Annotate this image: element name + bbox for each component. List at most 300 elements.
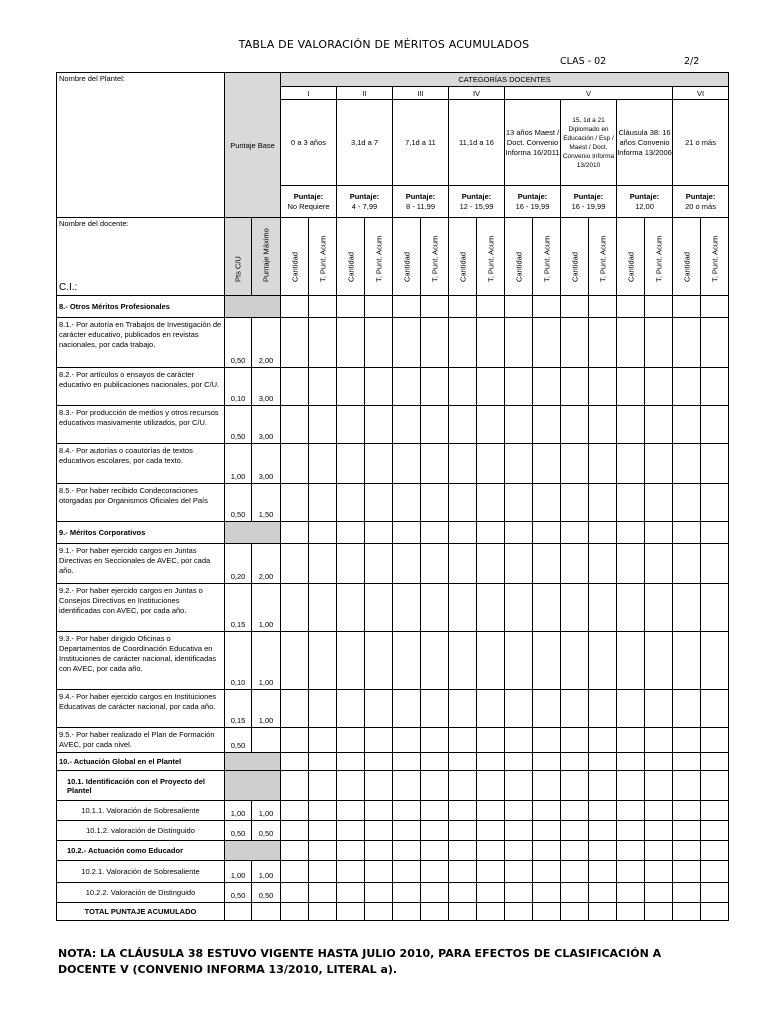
- score-cell[interactable]: [309, 821, 337, 841]
- score-cell[interactable]: [645, 522, 673, 544]
- score-cell[interactable]: [589, 690, 617, 728]
- score-cell[interactable]: [505, 690, 533, 728]
- score-cell[interactable]: [533, 544, 561, 584]
- score-cell[interactable]: [673, 368, 701, 406]
- score-cell[interactable]: [252, 903, 281, 921]
- score-cell[interactable]: [393, 861, 421, 883]
- score-cell[interactable]: [337, 484, 365, 522]
- score-cell[interactable]: [673, 318, 701, 368]
- score-cell[interactable]: [421, 801, 449, 821]
- score-cell[interactable]: [309, 584, 337, 632]
- score-cell[interactable]: [673, 861, 701, 883]
- score-cell[interactable]: [365, 753, 393, 771]
- score-cell[interactable]: [701, 444, 729, 484]
- score-cell[interactable]: [477, 444, 505, 484]
- score-cell[interactable]: [673, 801, 701, 821]
- score-cell[interactable]: [421, 406, 449, 444]
- score-cell[interactable]: [421, 444, 449, 484]
- score-cell[interactable]: [589, 318, 617, 368]
- score-cell[interactable]: [505, 484, 533, 522]
- score-cell[interactable]: [673, 444, 701, 484]
- score-cell[interactable]: [393, 841, 421, 861]
- score-cell[interactable]: [393, 690, 421, 728]
- score-cell[interactable]: [701, 801, 729, 821]
- score-cell[interactable]: [589, 584, 617, 632]
- score-cell[interactable]: [561, 841, 589, 861]
- score-cell[interactable]: [505, 632, 533, 690]
- score-cell[interactable]: [533, 771, 561, 801]
- score-cell[interactable]: [365, 690, 393, 728]
- score-cell[interactable]: [617, 753, 645, 771]
- score-cell[interactable]: [673, 771, 701, 801]
- score-cell[interactable]: [617, 861, 645, 883]
- score-cell[interactable]: [337, 406, 365, 444]
- score-cell[interactable]: [393, 801, 421, 821]
- score-cell[interactable]: [281, 484, 309, 522]
- score-cell[interactable]: [393, 484, 421, 522]
- score-cell[interactable]: [365, 632, 393, 690]
- score-cell[interactable]: [561, 406, 589, 444]
- score-cell[interactable]: [701, 903, 729, 921]
- score-cell[interactable]: [281, 861, 309, 883]
- score-cell[interactable]: [337, 728, 365, 753]
- score-cell[interactable]: [617, 318, 645, 368]
- score-cell[interactable]: [421, 632, 449, 690]
- score-cell[interactable]: [477, 584, 505, 632]
- score-cell[interactable]: [645, 632, 673, 690]
- score-cell[interactable]: [533, 368, 561, 406]
- score-cell[interactable]: [701, 841, 729, 861]
- score-cell[interactable]: [533, 444, 561, 484]
- score-cell[interactable]: [449, 771, 477, 801]
- score-cell[interactable]: [505, 841, 533, 861]
- score-cell[interactable]: [589, 544, 617, 584]
- score-cell[interactable]: [365, 368, 393, 406]
- score-cell[interactable]: [365, 522, 393, 544]
- score-cell[interactable]: [645, 544, 673, 584]
- score-cell[interactable]: [533, 318, 561, 368]
- score-cell[interactable]: [617, 632, 645, 690]
- score-cell[interactable]: [309, 484, 337, 522]
- score-cell[interactable]: [645, 584, 673, 632]
- score-cell[interactable]: [393, 584, 421, 632]
- score-cell[interactable]: [505, 801, 533, 821]
- score-cell[interactable]: [617, 484, 645, 522]
- score-cell[interactable]: [617, 771, 645, 801]
- score-cell[interactable]: [365, 903, 393, 921]
- score-cell[interactable]: [449, 821, 477, 841]
- score-cell[interactable]: [589, 296, 617, 318]
- score-cell[interactable]: [505, 584, 533, 632]
- score-cell[interactable]: [337, 318, 365, 368]
- score-cell[interactable]: [309, 444, 337, 484]
- score-cell[interactable]: [505, 444, 533, 484]
- score-cell[interactable]: [393, 771, 421, 801]
- score-cell[interactable]: [617, 406, 645, 444]
- score-cell[interactable]: [421, 861, 449, 883]
- score-cell[interactable]: [309, 690, 337, 728]
- score-cell[interactable]: [477, 821, 505, 841]
- score-cell[interactable]: [645, 444, 673, 484]
- score-cell[interactable]: [617, 368, 645, 406]
- score-cell[interactable]: [449, 753, 477, 771]
- score-cell[interactable]: [477, 296, 505, 318]
- score-cell[interactable]: [421, 728, 449, 753]
- score-cell[interactable]: [393, 903, 421, 921]
- score-cell[interactable]: [365, 728, 393, 753]
- score-cell[interactable]: [309, 753, 337, 771]
- score-cell[interactable]: [533, 883, 561, 903]
- score-cell[interactable]: [589, 861, 617, 883]
- score-cell[interactable]: [505, 406, 533, 444]
- score-cell[interactable]: [701, 753, 729, 771]
- score-cell[interactable]: [421, 584, 449, 632]
- score-cell[interactable]: [589, 801, 617, 821]
- score-cell[interactable]: [449, 544, 477, 584]
- score-cell[interactable]: [421, 544, 449, 584]
- score-cell[interactable]: [337, 296, 365, 318]
- score-cell[interactable]: [617, 841, 645, 861]
- score-cell[interactable]: [337, 753, 365, 771]
- score-cell[interactable]: [589, 368, 617, 406]
- score-cell[interactable]: [561, 296, 589, 318]
- score-cell[interactable]: [337, 522, 365, 544]
- score-cell[interactable]: [477, 406, 505, 444]
- score-cell[interactable]: [673, 753, 701, 771]
- score-cell[interactable]: [673, 728, 701, 753]
- score-cell[interactable]: [561, 883, 589, 903]
- score-cell[interactable]: [701, 296, 729, 318]
- score-cell[interactable]: [701, 406, 729, 444]
- score-cell[interactable]: [701, 522, 729, 544]
- score-cell[interactable]: [533, 903, 561, 921]
- score-cell[interactable]: [449, 801, 477, 821]
- score-cell[interactable]: [477, 522, 505, 544]
- score-cell[interactable]: [533, 841, 561, 861]
- score-cell[interactable]: [533, 728, 561, 753]
- score-cell[interactable]: [477, 318, 505, 368]
- score-cell[interactable]: [533, 861, 561, 883]
- score-cell[interactable]: [309, 801, 337, 821]
- score-cell[interactable]: [225, 903, 252, 921]
- score-cell[interactable]: [309, 903, 337, 921]
- score-cell[interactable]: [561, 728, 589, 753]
- score-cell[interactable]: [617, 883, 645, 903]
- score-cell[interactable]: [309, 883, 337, 903]
- score-cell[interactable]: [449, 522, 477, 544]
- score-cell[interactable]: [701, 771, 729, 801]
- score-cell[interactable]: [561, 753, 589, 771]
- score-cell[interactable]: [337, 544, 365, 584]
- score-cell[interactable]: [365, 861, 393, 883]
- score-cell[interactable]: [533, 406, 561, 444]
- score-cell[interactable]: [561, 632, 589, 690]
- score-cell[interactable]: [589, 728, 617, 753]
- score-cell[interactable]: [281, 728, 309, 753]
- score-cell[interactable]: [589, 632, 617, 690]
- score-cell[interactable]: [477, 368, 505, 406]
- score-cell[interactable]: [617, 903, 645, 921]
- score-cell[interactable]: [589, 883, 617, 903]
- score-cell[interactable]: [449, 584, 477, 632]
- score-cell[interactable]: [449, 632, 477, 690]
- score-cell[interactable]: [645, 883, 673, 903]
- score-cell[interactable]: [365, 318, 393, 368]
- score-cell[interactable]: [589, 522, 617, 544]
- score-cell[interactable]: [645, 753, 673, 771]
- score-cell[interactable]: [337, 690, 365, 728]
- score-cell[interactable]: [645, 296, 673, 318]
- score-cell[interactable]: [309, 728, 337, 753]
- score-cell[interactable]: [309, 771, 337, 801]
- score-cell[interactable]: [421, 753, 449, 771]
- score-cell[interactable]: [393, 883, 421, 903]
- score-cell[interactable]: [281, 318, 309, 368]
- score-cell[interactable]: [701, 484, 729, 522]
- score-cell[interactable]: [421, 318, 449, 368]
- score-cell[interactable]: [561, 368, 589, 406]
- score-cell[interactable]: [673, 522, 701, 544]
- score-cell[interactable]: [673, 821, 701, 841]
- score-cell[interactable]: [589, 821, 617, 841]
- score-cell[interactable]: [561, 861, 589, 883]
- score-cell[interactable]: [701, 690, 729, 728]
- score-cell[interactable]: [449, 368, 477, 406]
- score-cell[interactable]: [505, 296, 533, 318]
- score-cell[interactable]: [309, 861, 337, 883]
- score-cell[interactable]: [589, 841, 617, 861]
- score-cell[interactable]: [505, 903, 533, 921]
- score-cell[interactable]: [645, 368, 673, 406]
- score-cell[interactable]: [505, 728, 533, 753]
- score-cell[interactable]: [281, 883, 309, 903]
- score-cell[interactable]: [309, 406, 337, 444]
- score-cell[interactable]: [281, 753, 309, 771]
- score-cell[interactable]: [337, 771, 365, 801]
- score-cell[interactable]: [449, 690, 477, 728]
- score-cell[interactable]: [533, 753, 561, 771]
- score-cell[interactable]: [617, 544, 645, 584]
- score-cell[interactable]: [701, 318, 729, 368]
- score-cell[interactable]: [365, 584, 393, 632]
- score-cell[interactable]: [561, 690, 589, 728]
- score-cell[interactable]: [421, 883, 449, 903]
- score-cell[interactable]: [673, 296, 701, 318]
- score-cell[interactable]: [337, 821, 365, 841]
- score-cell[interactable]: [645, 841, 673, 861]
- score-cell[interactable]: [393, 318, 421, 368]
- score-cell[interactable]: [561, 444, 589, 484]
- score-cell[interactable]: [393, 632, 421, 690]
- score-cell[interactable]: [617, 296, 645, 318]
- score-cell[interactable]: [701, 728, 729, 753]
- score-cell[interactable]: [533, 522, 561, 544]
- score-cell[interactable]: [477, 484, 505, 522]
- score-cell[interactable]: [673, 690, 701, 728]
- score-cell[interactable]: [673, 632, 701, 690]
- score-cell[interactable]: [645, 484, 673, 522]
- score-cell[interactable]: [561, 584, 589, 632]
- score-cell[interactable]: [281, 632, 309, 690]
- score-cell[interactable]: [533, 821, 561, 841]
- score-cell[interactable]: [673, 841, 701, 861]
- score-cell[interactable]: [393, 406, 421, 444]
- score-cell[interactable]: [701, 544, 729, 584]
- score-cell[interactable]: [365, 821, 393, 841]
- score-cell[interactable]: [589, 903, 617, 921]
- score-cell[interactable]: [505, 861, 533, 883]
- score-cell[interactable]: [505, 771, 533, 801]
- score-cell[interactable]: [309, 841, 337, 861]
- score-cell[interactable]: [449, 318, 477, 368]
- score-cell[interactable]: [701, 821, 729, 841]
- score-cell[interactable]: [365, 544, 393, 584]
- score-cell[interactable]: [337, 632, 365, 690]
- score-cell[interactable]: [645, 318, 673, 368]
- score-cell[interactable]: [561, 821, 589, 841]
- score-cell[interactable]: [309, 368, 337, 406]
- score-cell[interactable]: [309, 544, 337, 584]
- score-cell[interactable]: [589, 406, 617, 444]
- score-cell[interactable]: [421, 903, 449, 921]
- score-cell[interactable]: [645, 406, 673, 444]
- score-cell[interactable]: [281, 690, 309, 728]
- score-cell[interactable]: [645, 903, 673, 921]
- score-cell[interactable]: [589, 771, 617, 801]
- score-cell[interactable]: [309, 318, 337, 368]
- score-cell[interactable]: [701, 368, 729, 406]
- score-cell[interactable]: [617, 728, 645, 753]
- score-cell[interactable]: [645, 821, 673, 841]
- score-cell[interactable]: [673, 544, 701, 584]
- score-cell[interactable]: [365, 883, 393, 903]
- score-cell[interactable]: [561, 522, 589, 544]
- score-cell[interactable]: [449, 861, 477, 883]
- score-cell[interactable]: [645, 728, 673, 753]
- score-cell[interactable]: [505, 821, 533, 841]
- score-cell[interactable]: [701, 632, 729, 690]
- score-cell[interactable]: [477, 841, 505, 861]
- score-cell[interactable]: [477, 903, 505, 921]
- score-cell[interactable]: [645, 801, 673, 821]
- score-cell[interactable]: [645, 861, 673, 883]
- score-cell[interactable]: [337, 841, 365, 861]
- score-cell[interactable]: [477, 632, 505, 690]
- score-cell[interactable]: [589, 753, 617, 771]
- score-cell[interactable]: [673, 903, 701, 921]
- score-cell[interactable]: [477, 690, 505, 728]
- score-cell[interactable]: [337, 584, 365, 632]
- score-cell[interactable]: [393, 544, 421, 584]
- score-cell[interactable]: [365, 406, 393, 444]
- score-cell[interactable]: [589, 484, 617, 522]
- score-cell[interactable]: [449, 883, 477, 903]
- score-cell[interactable]: [281, 544, 309, 584]
- score-cell[interactable]: [617, 584, 645, 632]
- score-cell[interactable]: [561, 318, 589, 368]
- score-cell[interactable]: [365, 296, 393, 318]
- score-cell[interactable]: [365, 444, 393, 484]
- score-cell[interactable]: [477, 728, 505, 753]
- score-cell[interactable]: [561, 903, 589, 921]
- score-cell[interactable]: [617, 821, 645, 841]
- score-cell[interactable]: [393, 444, 421, 484]
- score-cell[interactable]: [533, 801, 561, 821]
- score-cell[interactable]: [477, 771, 505, 801]
- score-cell[interactable]: [673, 406, 701, 444]
- score-cell[interactable]: [449, 444, 477, 484]
- score-cell[interactable]: [645, 690, 673, 728]
- score-cell[interactable]: [365, 771, 393, 801]
- score-cell[interactable]: [449, 484, 477, 522]
- score-cell[interactable]: [393, 522, 421, 544]
- score-cell[interactable]: [393, 368, 421, 406]
- score-cell[interactable]: [309, 296, 337, 318]
- score-cell[interactable]: [281, 903, 309, 921]
- score-cell[interactable]: [337, 861, 365, 883]
- score-cell[interactable]: [281, 368, 309, 406]
- score-cell[interactable]: [533, 584, 561, 632]
- score-cell[interactable]: [421, 690, 449, 728]
- score-cell[interactable]: [281, 821, 309, 841]
- score-cell[interactable]: [281, 841, 309, 861]
- score-cell[interactable]: [505, 883, 533, 903]
- score-cell[interactable]: [617, 801, 645, 821]
- score-cell[interactable]: [281, 801, 309, 821]
- score-cell[interactable]: [421, 484, 449, 522]
- score-cell[interactable]: [589, 444, 617, 484]
- score-cell[interactable]: [421, 522, 449, 544]
- score-cell[interactable]: [281, 522, 309, 544]
- score-cell[interactable]: [365, 841, 393, 861]
- score-cell[interactable]: [449, 728, 477, 753]
- score-cell[interactable]: [393, 753, 421, 771]
- score-cell[interactable]: [393, 821, 421, 841]
- score-cell[interactable]: [617, 522, 645, 544]
- score-cell[interactable]: [533, 296, 561, 318]
- score-cell[interactable]: [673, 584, 701, 632]
- score-cell[interactable]: [393, 296, 421, 318]
- score-cell[interactable]: [337, 801, 365, 821]
- score-cell[interactable]: [645, 771, 673, 801]
- score-cell[interactable]: [505, 544, 533, 584]
- score-cell[interactable]: [449, 406, 477, 444]
- score-cell[interactable]: [365, 484, 393, 522]
- score-cell[interactable]: [673, 883, 701, 903]
- score-cell[interactable]: [309, 522, 337, 544]
- score-cell[interactable]: [673, 484, 701, 522]
- score-cell[interactable]: [561, 544, 589, 584]
- score-cell[interactable]: [449, 841, 477, 861]
- score-cell[interactable]: [337, 903, 365, 921]
- score-cell[interactable]: [701, 861, 729, 883]
- score-cell[interactable]: [421, 821, 449, 841]
- score-cell[interactable]: [477, 861, 505, 883]
- score-cell[interactable]: [421, 771, 449, 801]
- score-cell[interactable]: [533, 632, 561, 690]
- score-cell[interactable]: [505, 318, 533, 368]
- score-cell[interactable]: [421, 296, 449, 318]
- score-cell[interactable]: [449, 296, 477, 318]
- score-cell[interactable]: [365, 801, 393, 821]
- score-cell[interactable]: [533, 484, 561, 522]
- score-cell[interactable]: [421, 841, 449, 861]
- score-cell[interactable]: [281, 584, 309, 632]
- score-cell[interactable]: [701, 883, 729, 903]
- score-cell[interactable]: [701, 584, 729, 632]
- score-cell[interactable]: [449, 903, 477, 921]
- score-cell[interactable]: [421, 368, 449, 406]
